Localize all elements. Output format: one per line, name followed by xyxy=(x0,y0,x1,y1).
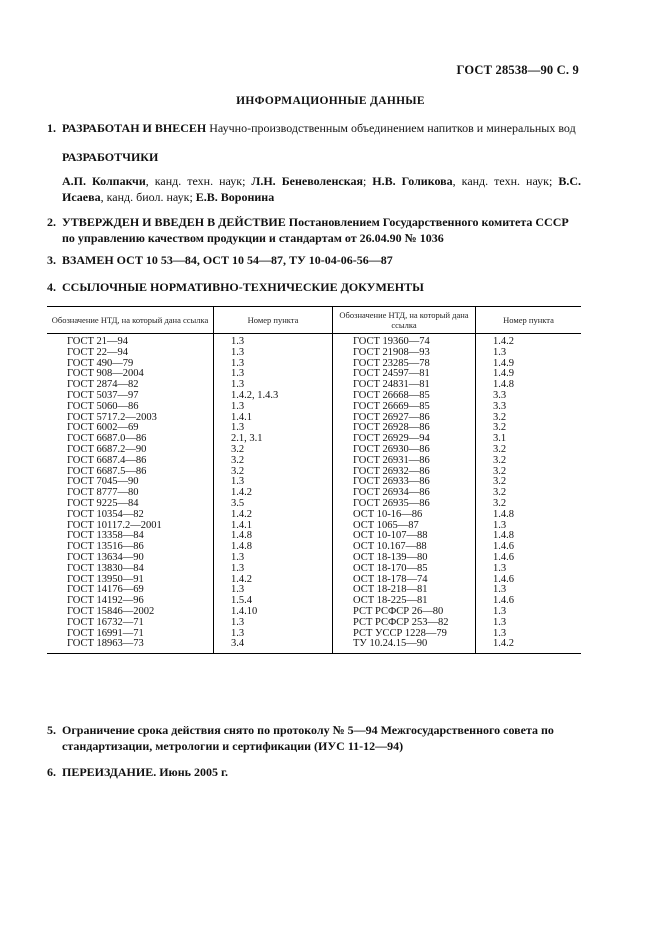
table-row xyxy=(47,510,581,521)
author-name: Н.В. Голикова xyxy=(372,174,453,188)
clause-number-cell: 1.4.8 xyxy=(214,542,333,553)
author-degree: , канд. техн. наук; xyxy=(145,174,252,188)
ntd-designation-cell: ОСТ 18-225—81 xyxy=(333,596,476,607)
section-4 xyxy=(47,279,581,295)
clause-number-cell: 3.2 xyxy=(476,456,582,467)
table-row xyxy=(47,334,581,348)
clause-number-cell: 3.3 xyxy=(476,402,582,413)
clause-number-cell: 1.4.2 xyxy=(214,575,333,586)
section-number: 2. xyxy=(47,215,56,229)
section-number: 5. xyxy=(47,723,56,737)
ntd-designation-cell: ГОСТ 7045—90 xyxy=(67,476,139,488)
ntd-designation-cell: ГОСТ 10117.2—2001 xyxy=(67,519,162,531)
clause-number-cell: 2.1, 3.1 xyxy=(214,434,333,445)
ntd-designation-cell: ГОСТ 10354—82 xyxy=(67,508,144,520)
clause-number-cell: 1.3 xyxy=(476,521,582,532)
ntd-designation-cell: ГОСТ 6687.2—90 xyxy=(67,443,147,455)
ntd-designation-cell: ГОСТ 16991—71 xyxy=(67,627,144,639)
section-5 xyxy=(47,722,581,754)
ntd-designation-cell: РСТ РСФСР 253—82 xyxy=(333,618,476,629)
clause-number-cell: 1.3 xyxy=(476,585,582,596)
clause-number-cell: 1.4.8 xyxy=(476,531,582,542)
ntd-designation-cell: ГОСТ 16732—71 xyxy=(67,616,144,628)
clause-number-cell: 1.3 xyxy=(214,585,333,596)
ntd-designation-cell: ГОСТ 490—79 xyxy=(67,357,134,369)
clause-number-cell: 3.4 xyxy=(214,639,333,653)
ntd-designation-cell: ОСТ 10-16—86 xyxy=(333,510,476,521)
clause-number-cell: 1.4.9 xyxy=(476,369,582,380)
clause-number-cell: 1.3 xyxy=(476,607,582,618)
section-text: ПЕРЕИЗДАНИЕ. Июнь 2005 г. xyxy=(62,765,229,779)
clause-number-cell: 1.4.8 xyxy=(476,510,582,521)
clause-number-cell: 1.3 xyxy=(214,334,333,348)
clause-number-cell: 1.3 xyxy=(214,380,333,391)
ntd-designation-cell: ГОСТ 24831—81 xyxy=(333,380,476,391)
table-row xyxy=(47,456,581,467)
ntd-designation-cell: ГОСТ 26931—86 xyxy=(333,456,476,467)
ntd-designation-cell: ОСТ 1065—87 xyxy=(333,521,476,532)
author-degree: , канд. биол. наук; xyxy=(100,190,196,204)
ntd-designation-cell: ГОСТ 26934—86 xyxy=(333,488,476,499)
clause-number-cell: 1.4.6 xyxy=(476,596,582,607)
clause-number-cell: 3.2 xyxy=(476,467,582,478)
author-degree: ; xyxy=(362,174,373,188)
clause-number-cell: 1.3 xyxy=(476,564,582,575)
ntd-designation-cell: ГОСТ 26927—86 xyxy=(333,413,476,424)
ntd-designation-cell: ТУ 10.24.15—90 xyxy=(333,639,476,653)
clause-number-cell: 3.2 xyxy=(476,413,582,424)
ntd-designation-cell: ГОСТ 14192—96 xyxy=(67,595,144,607)
ntd-designation-cell: ГОСТ 6687.5—86 xyxy=(67,465,147,477)
ntd-designation-cell: ГОСТ 8777—80 xyxy=(67,487,139,499)
table-body xyxy=(47,334,581,654)
ntd-designation-cell: ГОСТ 13830—84 xyxy=(67,562,144,574)
table-row xyxy=(47,348,581,359)
ntd-designation-cell: ГОСТ 13358—84 xyxy=(67,530,144,542)
table-row xyxy=(47,639,581,653)
author-name: Л.Н. Беневоленская xyxy=(251,174,363,188)
column-header: Номер пункта xyxy=(476,307,582,334)
clause-number-cell: 3.2 xyxy=(214,445,333,456)
ntd-designation-cell: ГОСТ 18963—73 xyxy=(47,639,214,653)
clause-number-cell: 1.4.8 xyxy=(214,531,333,542)
ntd-designation-cell: ГОСТ 26928—86 xyxy=(333,423,476,434)
clause-number-cell: 1.3 xyxy=(476,348,582,359)
clause-number-cell: 1.3 xyxy=(214,369,333,380)
ntd-designation-cell: ГОСТ 6002—69 xyxy=(67,422,139,434)
clause-number-cell: 3.1 xyxy=(476,434,582,445)
ntd-designation-cell: ГОСТ 2874—82 xyxy=(67,379,139,391)
ntd-designation-cell: ГОСТ 15846—2002 xyxy=(67,605,155,617)
ntd-designation-cell: ГОСТ 24597—81 xyxy=(333,369,476,380)
clause-number-cell: 1.4.2, 1.4.3 xyxy=(214,391,333,402)
clause-number-cell: 1.4.9 xyxy=(476,359,582,370)
section-3 xyxy=(47,252,581,268)
clause-number-cell: 1.4.6 xyxy=(476,575,582,586)
clause-number-cell: 1.4.10 xyxy=(214,607,333,618)
section-heading: УТВЕРЖДЕН И ВВЕДЕН В ДЕЙСТВИЕ xyxy=(62,215,286,229)
author-degree: , канд. техн. наук; xyxy=(452,174,559,188)
clause-number-cell: 3.2 xyxy=(476,499,582,510)
ntd-designation-cell: ОСТ 10-107—88 xyxy=(333,531,476,542)
ntd-designation-cell: ОСТ 18-170—85 xyxy=(333,564,476,575)
ntd-designation-cell: ГОСТ 26935—86 xyxy=(333,499,476,510)
ntd-designation-cell: ГОСТ 19360—74 xyxy=(333,334,476,348)
ntd-designation-cell: ГОСТ 21—94 xyxy=(67,336,129,347)
ntd-designation-cell: ГОСТ 26932—86 xyxy=(333,467,476,478)
clause-number-cell: 3.5 xyxy=(214,499,333,510)
ntd-designation-cell: РСТ РСФСР 26—80 xyxy=(333,607,476,618)
ntd-designation-cell: ГОСТ 13950—91 xyxy=(67,573,144,585)
clause-number-cell: 3.2 xyxy=(476,488,582,499)
clause-number-cell: 1.4.6 xyxy=(476,542,582,553)
section-6 xyxy=(47,764,581,780)
section-2 xyxy=(47,214,581,246)
clause-number-cell: 3.3 xyxy=(476,391,582,402)
ntd-designation-cell: ГОСТ 14176—69 xyxy=(67,584,144,596)
clause-number-cell: 1.4.2 xyxy=(476,334,582,348)
clause-number-cell: 1.5.4 xyxy=(214,596,333,607)
table-header-row xyxy=(47,307,581,334)
table-row xyxy=(47,402,581,413)
ntd-designation-cell: ГОСТ 26933—86 xyxy=(333,477,476,488)
section-number: 4. xyxy=(47,280,56,294)
page-title: ИНФОРМАЦИОННЫЕ ДАННЫЕ xyxy=(236,95,425,107)
ntd-designation-cell: ГОСТ 6687.0—86 xyxy=(67,433,147,445)
clause-number-cell: 1.4.1 xyxy=(214,413,333,424)
references-table xyxy=(47,306,581,654)
clause-number-cell: 1.4.2 xyxy=(476,639,582,653)
ntd-designation-cell: ГОСТ 23285—78 xyxy=(333,359,476,370)
clause-number-cell: 3.2 xyxy=(214,467,333,478)
clause-number-cell: 1.4.1 xyxy=(214,521,333,532)
section-text: Научно-производственным объединением напитков и минеральных вод xyxy=(206,121,576,135)
author-name: Е.В. Воронина xyxy=(195,190,275,204)
column-header: Обозначение НТД, на который дана ссылка xyxy=(333,307,476,334)
clause-number-cell: 1.3 xyxy=(476,629,582,640)
clause-number-cell: 1.3 xyxy=(214,564,333,575)
clause-number-cell: 1.3 xyxy=(214,553,333,564)
ntd-designation-cell: ОСТ 18-218—81 xyxy=(333,585,476,596)
ntd-designation-cell: ГОСТ 6687.4—86 xyxy=(67,454,147,466)
ntd-designation-cell: ГОСТ 26929—94 xyxy=(333,434,476,445)
section-number: 6. xyxy=(47,765,56,779)
ntd-designation-cell: ГОСТ 21908—93 xyxy=(333,348,476,359)
clause-number-cell: 1.3 xyxy=(214,402,333,413)
clause-number-cell: 1.3 xyxy=(214,359,333,370)
section-number: 3. xyxy=(47,253,56,267)
ntd-designation-cell: ГОСТ 9225—84 xyxy=(67,497,139,509)
developers-label: РАЗРАБОТЧИКИ xyxy=(62,150,159,164)
authors-list xyxy=(62,173,581,205)
clause-number-cell: 1.4.8 xyxy=(476,380,582,391)
clause-number-cell: 1.3 xyxy=(214,348,333,359)
page-header: ГОСТ 28538—90 С. 9 xyxy=(456,63,579,77)
clause-number-cell: 3.2 xyxy=(476,477,582,488)
ntd-designation-cell: ГОСТ 13634—90 xyxy=(67,551,144,563)
clause-number-cell: 1.3 xyxy=(214,618,333,629)
author-name: А.П. Колпакчи xyxy=(62,174,146,188)
clause-number-cell: 1.3 xyxy=(476,618,582,629)
ntd-designation-cell: ГОСТ 908—2004 xyxy=(67,368,144,380)
section-heading: ССЫЛОЧНЫЕ НОРМАТИВНО-ТЕХНИЧЕСКИЕ ДОКУМЕНТЫ xyxy=(62,280,424,294)
ntd-designation-cell: РСТ УССР 1228—79 xyxy=(333,629,476,640)
column-header: Номер пункта xyxy=(214,307,333,334)
clause-number-cell: 3.2 xyxy=(476,445,582,456)
ntd-designation-cell: ГОСТ 5037—97 xyxy=(67,389,139,401)
ntd-designation-cell: ГОСТ 26668—85 xyxy=(333,391,476,402)
ntd-designation-cell: ГОСТ 5060—86 xyxy=(67,400,139,412)
clause-number-cell: 3.2 xyxy=(476,423,582,434)
clause-number-cell: 1.3 xyxy=(214,629,333,640)
section-heading: ВЗАМЕН ОСТ 10 53—84, ОСТ 10 54—87, ТУ 10-04-06-56—87 xyxy=(62,253,393,267)
author-name: В.С. Исаева xyxy=(62,174,581,204)
section-text: Ограничение срока действия снято по протоколу № 5—94 Межгосударственного совета по стандартизации, метрологии и сертификации (ИУС 11-12—94) xyxy=(62,723,554,753)
clause-number-cell: 1.3 xyxy=(214,477,333,488)
section-1 xyxy=(47,120,581,136)
ntd-designation-cell: ОСТ 18-139—80 xyxy=(333,553,476,564)
column-header: Обозначение НТД, на который дана ссылка xyxy=(47,307,214,334)
table-row xyxy=(47,618,581,629)
ntd-designation-cell: ГОСТ 22—94 xyxy=(67,346,129,358)
clause-number-cell: 1.4.6 xyxy=(476,553,582,564)
section-heading: РАЗРАБОТАН И ВНЕСЕН xyxy=(62,121,207,135)
section-text: Постановлением Государственного комитета СССР по управлению качеством продукции и стандартам от 26.04.90 № 1036 xyxy=(62,215,569,245)
ntd-designation-cell: ГОСТ 5717.2—2003 xyxy=(67,411,157,423)
ntd-designation-cell: ОСТ 10.167—88 xyxy=(333,542,476,553)
clause-number-cell: 3.2 xyxy=(214,456,333,467)
clause-number-cell: 1.4.2 xyxy=(214,488,333,499)
ntd-designation-cell: ГОСТ 13516—86 xyxy=(67,541,144,553)
section-number: 1. xyxy=(47,121,56,135)
table-row xyxy=(47,564,581,575)
ntd-designation-cell: ОСТ 18-178—74 xyxy=(333,575,476,586)
ntd-designation-cell: ГОСТ 26669—85 xyxy=(333,402,476,413)
clause-number-cell: 1.4.2 xyxy=(214,510,333,521)
ntd-designation-cell: ГОСТ 26930—86 xyxy=(333,445,476,456)
clause-number-cell: 1.3 xyxy=(214,423,333,434)
